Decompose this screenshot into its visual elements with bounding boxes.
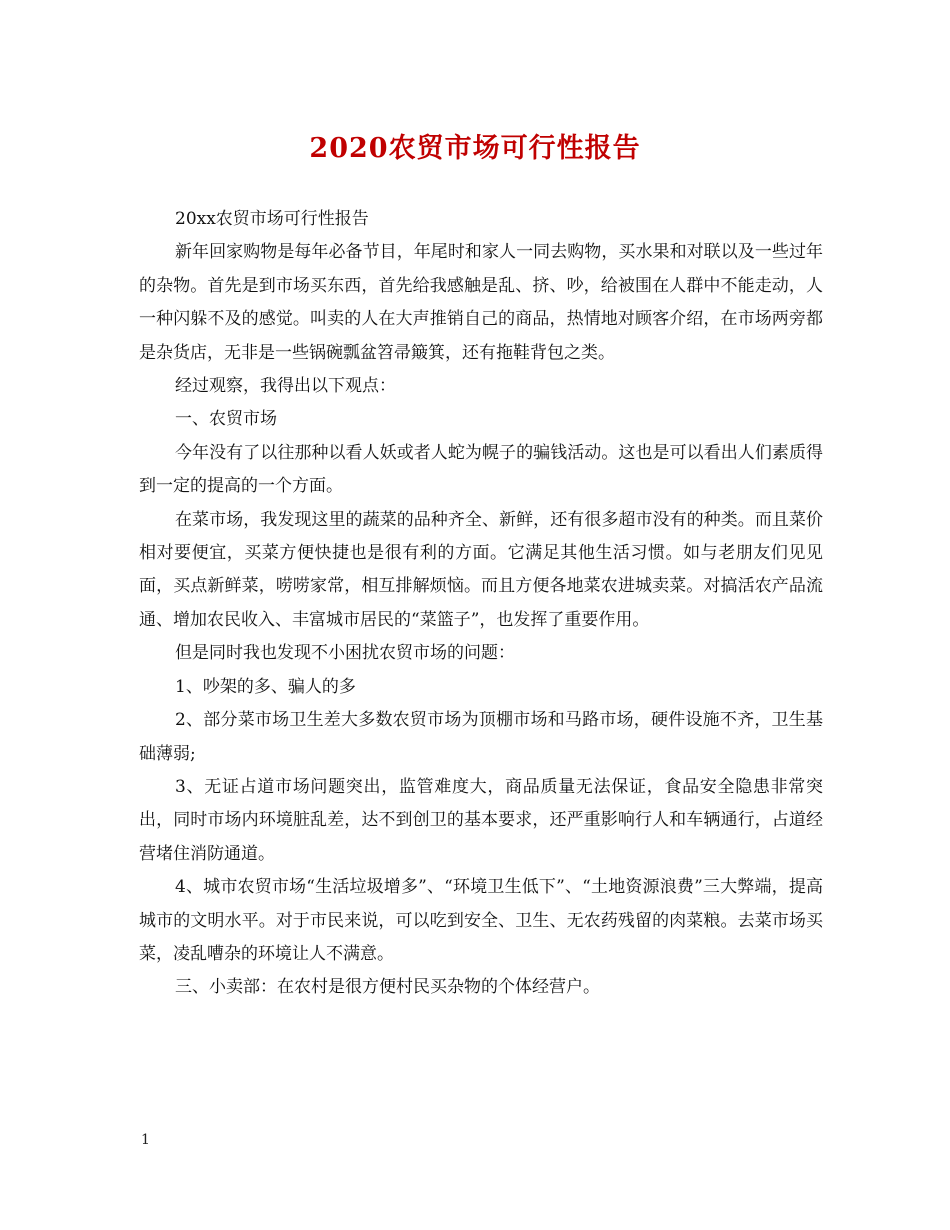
paragraph-observation: 经过观察，我得出以下观点： xyxy=(175,376,396,397)
list-item-problem-3: 3、无证占道市场问题突出，监管难度大，商品质量无法保证，食品安全隐患非常突出，同时市场内环境脏乱差，达不到创卫的基本要求，还严重影响行人和车辆通行，占道经营堵住消防通道。 xyxy=(139,776,823,864)
paragraph-market-1: 今年没有了以往那种以看人妖或者人蛇为幌子的骗钱活动。这也是可以看出人们素质得到一定的提高的一个方面。 xyxy=(139,442,823,497)
paragraph-market-2: 在菜市场，我发现这里的蔬菜的品种齐全、新鲜，还有很多超市没有的种类。而且菜价相对要便宜，买菜方便快捷也是很有利的方面。它满足其他生活习惯。如与老朋友们见见面，买点新鲜菜，唠唠家常，相互排解烦恼。而且方便各地菜农进城卖菜。对搞活农产品流通、增加农民收入、丰富城市居民的“菜篮子”，也发挥了重要作用。 xyxy=(139,509,823,630)
page-number: 1 xyxy=(141,1132,150,1148)
list-item-problem-1: 1、吵架的多、骗人的多 xyxy=(175,676,356,697)
list-item-problem-2: 2、部分菜市场卫生差大多数农贸市场为顶棚市场和马路市场，硬件设施不齐，卫生基础薄弱; xyxy=(139,710,823,764)
document-body xyxy=(139,203,823,1005)
document-title: 2020农贸市场可行性报告 xyxy=(309,133,641,164)
paragraph-intro: 新年回家购物是每年必备节目，年尾时和家人一同去购物，买水果和对联以及一些过年的杂物。首先是到市场买东西，首先给我感触是乱、挤、吵，给被围在人群中不能走动，人一种闪躲不及的感觉。叫卖的人在大声推销自己的商品，热情地对顾客介绍，在市场两旁都是杂货店，无非是一些锅碗瓢盆笤帚簸箕，还有拖鞋背包之类。 xyxy=(139,242,823,363)
section-heading-market: 一、农贸市场 xyxy=(175,409,277,430)
paragraph-subtitle: 20xx农贸市场可行性报告 xyxy=(175,209,369,229)
section-heading-shop: 三、小卖部：在农村是很方便村民买杂物的个体经营户。 xyxy=(175,977,600,998)
paragraph-problems-intro: 但是同时我也发现不小困扰农贸市场的问题： xyxy=(175,643,515,664)
list-item-problem-4: 4、城市农贸市场“生活垃圾增多”、“环境卫生低下”、“土地资源浪费”三大弊端，提高城市的文明水平。对于市民来说，可以吃到安全、卫生、无农药残留的肉菜粮。去菜市场买菜，凌乱嘈杂的环境让人不满意。 xyxy=(139,877,823,964)
